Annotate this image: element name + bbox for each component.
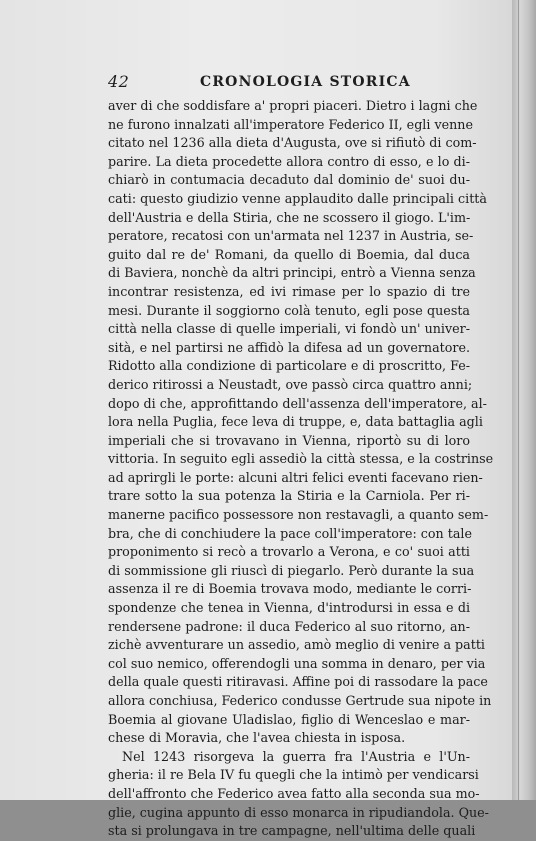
text-line: città nella classe di quelle imperiali, vi fondò un' univer- bbox=[108, 321, 470, 337]
text-line: col suo nemico, offerendogli una somma in denaro, per via bbox=[108, 655, 486, 671]
text-line: ne furono innalzati all'imperatore Federico II, egli venne bbox=[108, 116, 473, 132]
text-line: citato nel 1236 alla dieta d'Augusta, ove si rifiutò di com- bbox=[108, 135, 477, 151]
page-number: 42 bbox=[108, 72, 130, 91]
text-line: peratore, recatosi con un'armata nel 1237 in Austria, se- bbox=[108, 228, 474, 244]
text-line: trare sotto la sua potenza la Stiria e la Carniola. Per ri- bbox=[108, 488, 470, 504]
paragraph-start-line: Nel 1243 risorgeva la guerra fra l'Austria e l'Un- bbox=[122, 748, 470, 764]
text-line: imperiali che si trovavano in Vienna, riportò su di loro bbox=[108, 432, 470, 448]
text-line: dopo di che, approfittando dell'assenza dell'imperatore, al- bbox=[108, 395, 487, 411]
paragraph-end-line: chese di Moravia, che l'avea chiesta in isposa. bbox=[108, 730, 406, 746]
text-line: Boemia al giovane Uladislao, figlio di Wenceslao e mar- bbox=[108, 711, 470, 727]
text-line: lora nella Puglia, fece leva di truppe, e, data battaglia agli bbox=[108, 414, 483, 430]
text-line: manerne pacifico possessore non restavagli, a quanto sem- bbox=[108, 507, 489, 523]
text-line: guito dal re de' Romani, da quello di Boemia, dal duca bbox=[108, 246, 470, 262]
text-line: proponimento si recò a trovarlo a Verona, e co' suoi atti bbox=[108, 544, 470, 560]
text-line: spondenze che tenea in Vienna, d'introdursi in essa e di bbox=[108, 600, 470, 616]
text-line: gheria: il re Bela IV fu quegli che la intimò per vendicarsi bbox=[108, 767, 479, 783]
text-line: dell'affronto che Federico avea fatto alla seconda sua mo- bbox=[108, 785, 480, 801]
text-line: vittoria. In seguito egli assediò la città stessa, e la costrinse bbox=[108, 451, 494, 467]
text-line: cati: questo giudizio venne applaudito dalle principali città bbox=[108, 190, 487, 206]
text-line: bra, che di conchiudere la pace coll'imperatore: con tale bbox=[108, 525, 472, 541]
text-line: sità, e nel partirsi ne affidò la difesa ad un governatore. bbox=[108, 339, 470, 355]
text-line: Ridotto alla condizione di particolare e di proscritto, Fe- bbox=[108, 358, 470, 374]
text-line: di sommissione gli riuscì di piegarlo. Però durante la sua bbox=[108, 562, 475, 578]
text-line: glie, cugina appunto di esso monarca in ripudiandola. Que- bbox=[108, 804, 489, 820]
text-line: mesi. Durante il soggiorno colà tenuto, egli pose questa bbox=[108, 302, 470, 318]
page-edge-divider bbox=[518, 0, 519, 800]
text-line: chiarò in contumacia decaduto dal dominio de' suoi du- bbox=[108, 172, 470, 188]
text-line: rendersene padrone: il duca Federico al suo ritorno, an- bbox=[108, 618, 470, 634]
text-line: ad aprirgli le porte: alcuni altri felici eventi facevano rien- bbox=[108, 469, 483, 485]
text-line: allora conchiusa, Federico condusse Gertrude sua nipote in bbox=[108, 693, 492, 708]
text-line: incontrar resistenza, ed ivi rimase per lo spazio di tre bbox=[108, 283, 470, 299]
body-text bbox=[108, 97, 494, 841]
text-line: di Baviera, nonchè da altri principi, entrò a Vienna senza bbox=[108, 265, 476, 281]
text-line: dell'Austria e della Stiria, che ne scossero il giogo. L'im- bbox=[108, 209, 471, 225]
page-edge-shadow bbox=[512, 0, 536, 800]
text-line: aver di che soddisfare a' propri piaceri. Dietro i lagni che bbox=[108, 98, 478, 113]
text-line: sta si prolungava in tre campagne, nell'ultima delle quali bbox=[108, 823, 476, 839]
page-header bbox=[108, 72, 468, 94]
text-line: zichè avventurare un assedio, amò meglio di venire a patti bbox=[108, 637, 485, 653]
text-line: della quale questi ritiravasi. Affine poi di rassodare la pace bbox=[108, 674, 488, 690]
text-line: derico ritirossi a Neustadt, ove passò circa quattro anni; bbox=[108, 376, 473, 392]
text-line: parire. La dieta procedette allora contro di esso, e lo di- bbox=[108, 153, 470, 169]
text-line: assenza il re di Boemia trovava modo, mediante le corri- bbox=[108, 581, 472, 597]
running-title: CRONOLOGIA STORICA bbox=[200, 74, 411, 90]
